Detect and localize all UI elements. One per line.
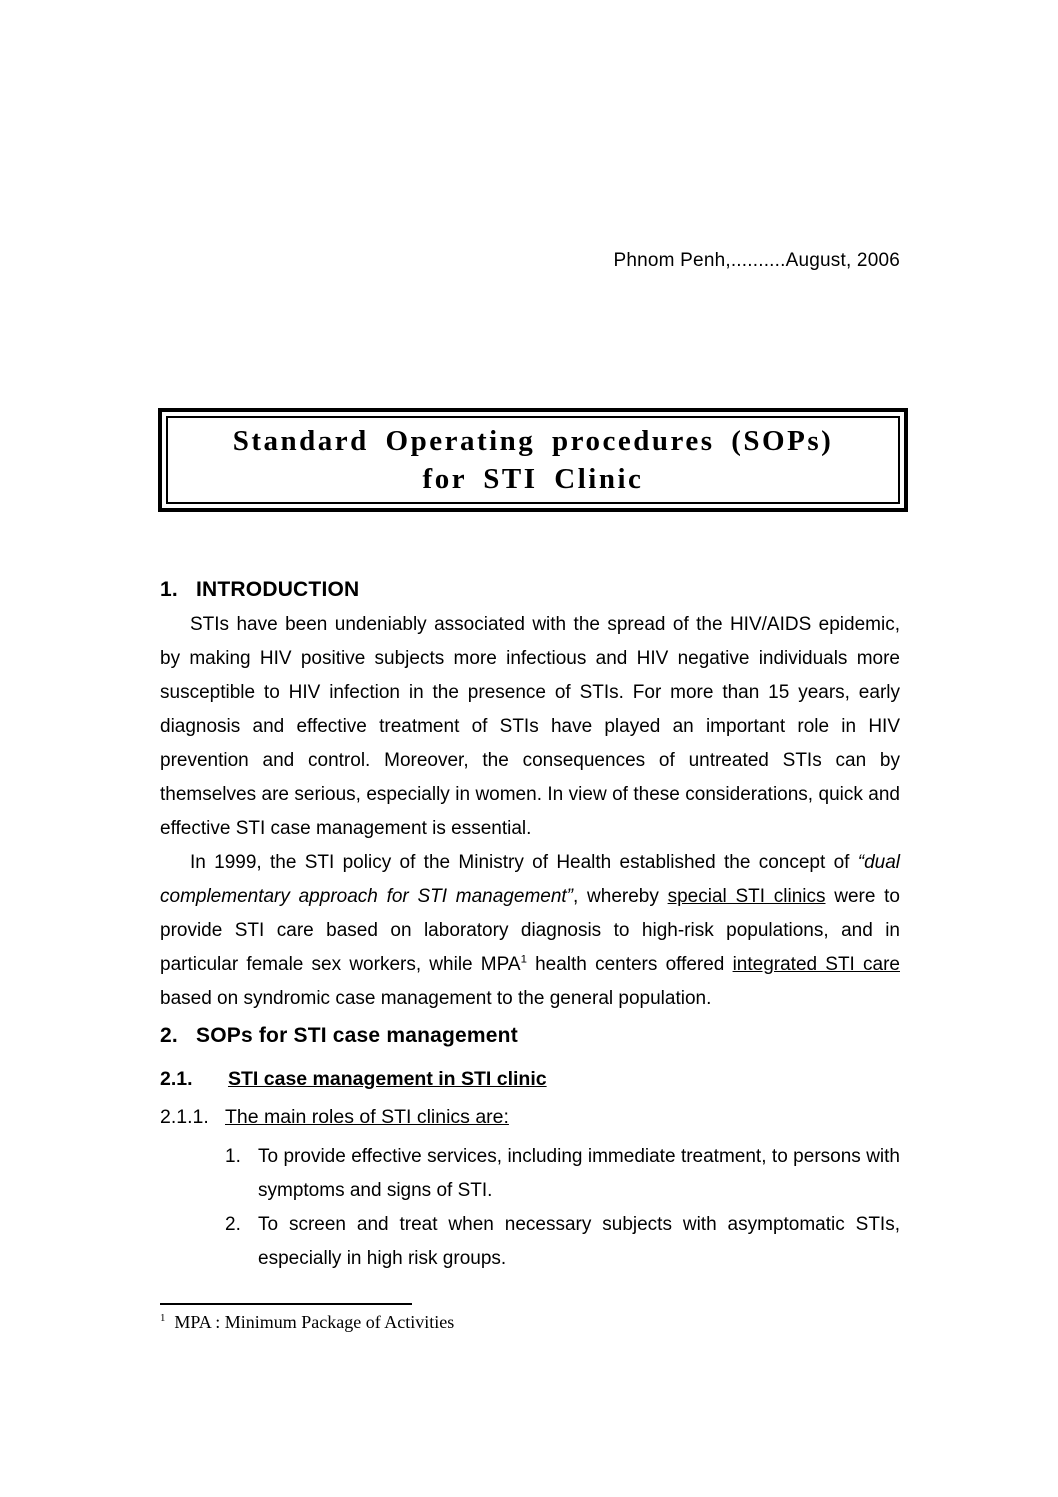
roles-list — [160, 1140, 900, 1276]
list-item — [160, 1208, 900, 1276]
footnote-text: MPA : Minimum Package of Activities — [174, 1312, 455, 1332]
document-title-line1: Standard Operating procedures (SOPs) — [232, 425, 834, 457]
section-1-heading — [160, 578, 900, 602]
title-box-inner-border — [166, 416, 900, 504]
section-2-1-heading — [160, 1068, 900, 1091]
section-2-1-1-heading — [160, 1106, 900, 1129]
list-item-text: To provide effective services, including immediate treatment, to persons with symptoms and signs of STI. — [258, 1146, 900, 1201]
section-2-number: 2. — [160, 1024, 178, 1047]
section-2-heading — [160, 1024, 900, 1048]
section-2-1-number: 2.1. — [160, 1068, 193, 1090]
intro-paragraph-2: In 1999, the STI policy of the Ministry of Health established the concept of “dual complementary approach for STI management”, whereby special STI clinics were to provide STI care based on laboratory diagnosis to high-risk populations, and in particular female sex workers, while MPA$^1$ health centers offered integrated STI care based on syndromic case management to the general population. — [160, 852, 900, 1009]
section-2-title: SOPs for STI case management — [196, 1024, 518, 1047]
document-title-line2: for STI Clinic — [422, 463, 644, 495]
date-line: Phnom Penh,..........August, 2006 — [613, 250, 900, 271]
section-1-title: INTRODUCTION — [196, 578, 360, 601]
list-item-number: 2. — [225, 1214, 241, 1235]
title-box — [158, 408, 908, 512]
list-item — [160, 1140, 900, 1208]
footnote — [160, 1312, 454, 1333]
list-item-number: 1. — [225, 1146, 241, 1167]
section-2-1-title: STI case management in STI clinic — [228, 1068, 547, 1090]
section-2-1-1-number: 2.1.1. — [160, 1106, 209, 1128]
footnote-marker: 1 — [160, 1312, 166, 1324]
section-1-number: 1. — [160, 578, 178, 601]
intro-paragraph-1: STIs have been undeniably associated with the spread of the HIV/AIDS epidemic, by making HIV positive subjects more infectious and HIV negative individuals more susceptible to HIV infection in the presence of STIs. For more than 15 years, early diagnosis and effective treatment of STIs have played an important role in HIV prevention and control. Moreover, the consequences of untreated STIs can by themselves are serious, especially in women. In view of these considerations, quick and effective STI case management is essential. — [160, 614, 900, 839]
list-item-text: To screen and treat when necessary subjects with asymptomatic STIs, especially in high risk groups. — [258, 1214, 900, 1269]
footnote-divider — [160, 1303, 412, 1305]
section-2-1-1-title: The main roles of STI clinics are: — [225, 1106, 509, 1128]
